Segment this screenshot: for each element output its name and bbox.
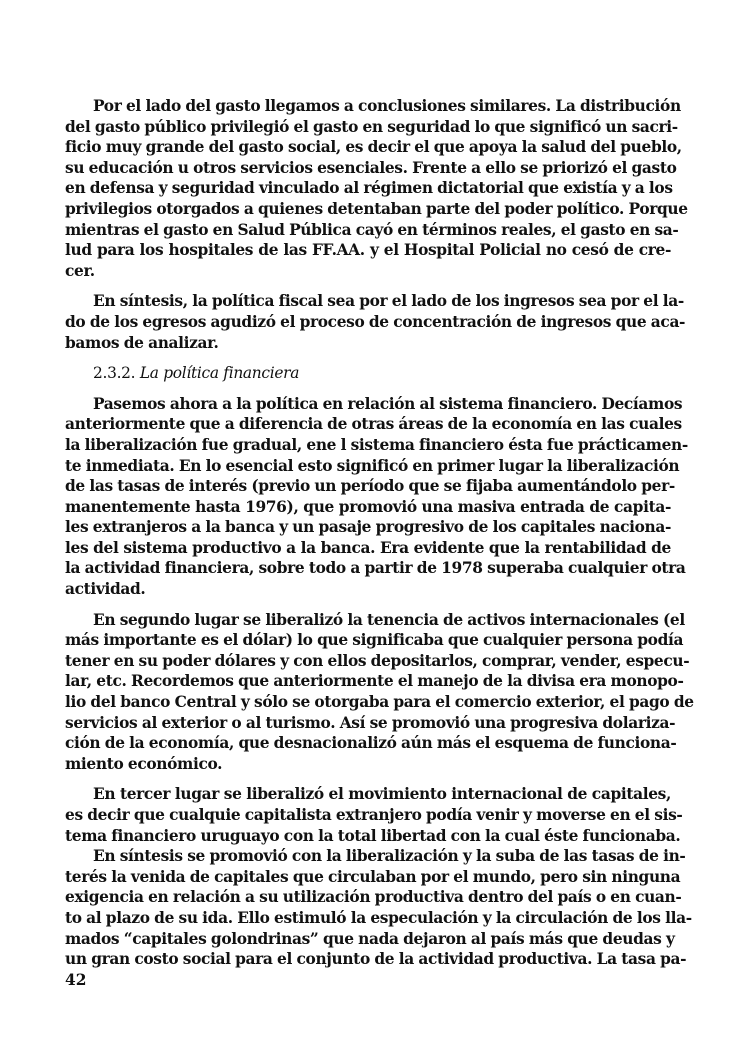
- text-line: un gran costo social para el conjunto de la actividad productiva. La tasa pa-: [65, 950, 687, 969]
- text-line: En segundo lugar se liberalizó la tenencia de activos internacionales (el: [93, 610, 685, 629]
- text-line: mados “capitales golondrinas” que nada dejaron al país más que deudas y: [65, 929, 675, 948]
- text-line: do de los egresos agudizó el proceso de concentración de ingresos que aca-: [65, 312, 686, 331]
- paragraph-gap: [65, 353, 671, 363]
- text-line: tener en su poder dólares y con ellos depositarlos, comprar, vender, especu-: [65, 651, 690, 670]
- text-line: En síntesis se promovió con la liberalización y la suba de las tasas de in-: [93, 847, 686, 866]
- text-line: to al plazo de su ida. Ello estimuló la especulación y la circulación de los lla-: [65, 908, 692, 927]
- text-line: Pasemos ahora a la política en relación al sistema financiero. Decíamos: [93, 394, 683, 413]
- paragraph-gap: [65, 281, 671, 291]
- paragraph-gap: [65, 600, 671, 610]
- paragraph-gap: [65, 774, 671, 784]
- paragraph-tercer-lugar: [65, 784, 683, 846]
- paragraph-sintesis-fiscal: [65, 291, 686, 353]
- text-line: bamos de analizar.: [65, 333, 219, 352]
- page-number: 42: [65, 970, 87, 989]
- text-line: ción de la economía, que desnacionalizó aún más el esquema de funciona-: [65, 734, 677, 753]
- text-line: su educación u otros servicios esenciales. Frente a ello se priorizó el gasto: [65, 158, 677, 177]
- text-line: mientras el gasto en Salud Pública cayó en términos reales, el gasto en sa-: [65, 220, 679, 239]
- text-line: de las tasas de interés (previo un período que se fijaba aumentándolo per-: [65, 477, 675, 496]
- text-line: servicios al exterior o al turismo. Así se promovió una progresiva dolariza-: [65, 713, 676, 732]
- paragraph-gap: [65, 384, 671, 394]
- text-line: En síntesis, la política fiscal sea por el lado de los ingresos sea por el la-: [93, 292, 684, 311]
- text-line: actividad.: [65, 580, 146, 599]
- text-line: la liberalización fue gradual, ene l sistema financiero ésta fue prácticamen-: [65, 435, 688, 454]
- paragraph-gasto: [65, 96, 688, 281]
- text-line: la actividad financiera, sobre todo a partir de 1978 superaba cualquier otra: [65, 559, 686, 578]
- text-line: en defensa y seguridad vinculado al régimen dictatorial que existía y a los: [65, 179, 673, 198]
- text-line: lar, etc. Recordemos que anteriormente el manejo de la divisa era monopo-: [65, 672, 684, 691]
- text-line: ficio muy grande del gasto social, es decir el que apoya la salud del pueblo,: [65, 138, 682, 157]
- text-line: es decir que cualquie capitalista extranjero podía venir y moverse en el sis-: [65, 806, 683, 824]
- text-line: tema financiero uruguayo con la total libertad con la cual éste funcionaba.: [65, 826, 681, 845]
- text-line: anteriormente que a diferencia de otras áreas de la economía en las cuales: [65, 415, 682, 434]
- text-line: privilegios otorgados a quienes detentaban parte del poder político. Porque: [65, 199, 688, 218]
- text-line: manentemente hasta 1976), que promovió una masiva entrada de capita-: [65, 497, 671, 516]
- section-title: La política financiera: [139, 364, 300, 383]
- text-line: exigencia en relación a su utilización productiva dentro del país o en cuan-: [65, 888, 682, 907]
- text-line: les del sistema productivo a la banca. Era evidente que la rentabilidad de: [65, 538, 671, 557]
- section-number: 2.3.2.: [93, 364, 136, 383]
- paragraph-sintesis-capitales: [65, 846, 692, 970]
- section-heading: [65, 363, 671, 384]
- text-line: miento económico.: [65, 754, 223, 773]
- text-line: En tercer lugar se liberalizó el movimiento internacional de capitales,: [93, 785, 671, 804]
- text-line: Por el lado del gasto llegamos a conclusiones similares. La distribución: [93, 97, 681, 115]
- text-line: les extranjeros a la banca y un pasaje progresivo de los capitales naciona-: [65, 518, 671, 537]
- text-line: del gasto público privilegió el gasto en seguridad lo que significó un sacri-: [65, 117, 678, 136]
- text-line: terés la venida de capitales que circulaban por el mundo, pero sin ninguna: [65, 867, 681, 886]
- text-line: más importante es el dólar) lo que significaba que cualquier persona podía: [65, 631, 684, 650]
- text-line: lud para los hospitales de las FF.AA. y el Hospital Policial no cesó de cre-: [65, 241, 671, 260]
- text-line: te inmediata. En lo esencial esto significó en primer lugar la liberalización: [65, 456, 680, 475]
- document-page: [65, 96, 694, 990]
- text-line: lio del banco Central y sólo se otorgaba para el comercio exterior, el pago de: [65, 693, 694, 712]
- paragraph-politica-financiera: [65, 394, 688, 600]
- text-line: cer.: [65, 261, 95, 280]
- paragraph-segundo-lugar: [65, 610, 694, 775]
